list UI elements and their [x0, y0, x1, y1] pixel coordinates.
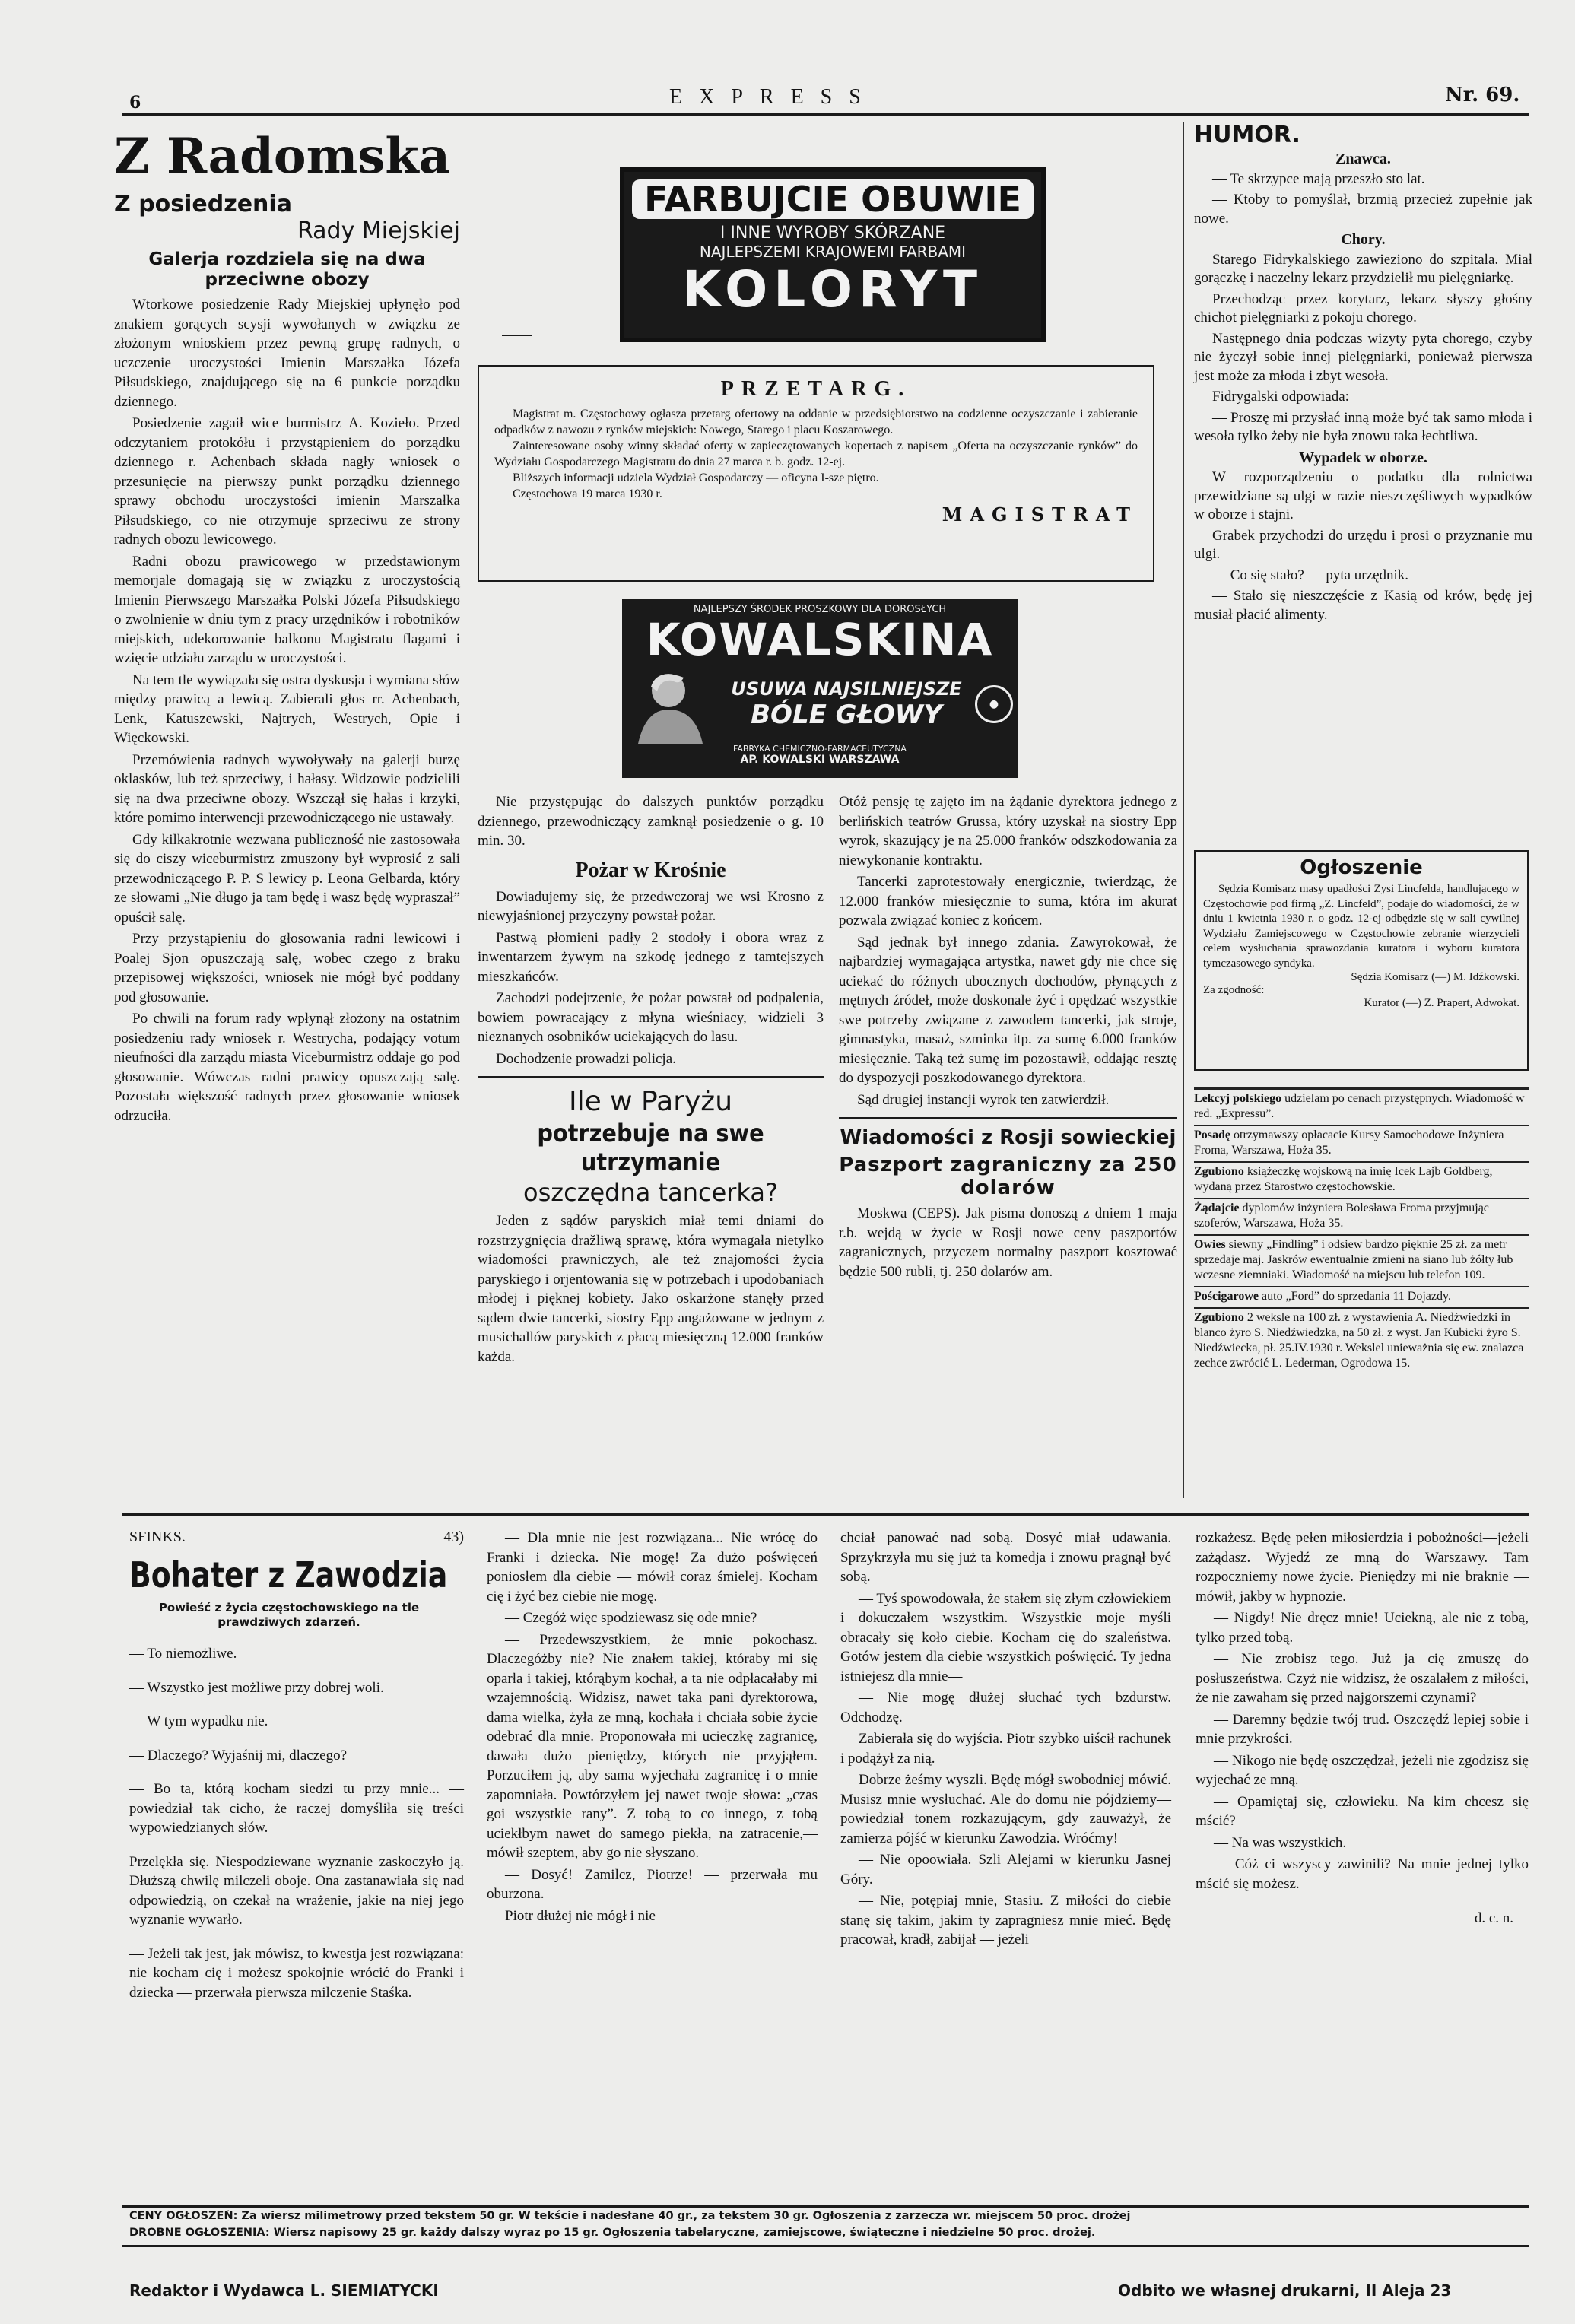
radomsko-closing: Nie przystępując do dalszych punktów porządku dziennego, przewodniczący zamknął posiedzenie o g. 10 min. 30.	[478, 794, 824, 849]
serial-paragraph: — Bo ta, którą kocham siedzi tu przy mnie... — powiedział tak cicho, że raczej domyśliła się treści wypowiedzianych słów.	[129, 1781, 464, 1836]
small-ad	[1194, 1286, 1529, 1307]
small-ad-lead: Pościgarowe	[1194, 1290, 1259, 1303]
radomsko-paragraph: Radni obozu prawicowego w przedstawionym memorjale domagają się w związku z uroczystością Imienin Pierwszego Marszałka Polski Józefa Piłsudskiego o zwolnienie w dniu tym z pracy urzędników i robotników miejskich, udekorowanie balkonu Magistratu flagami i wzięcie udziału zarządu w uroczystości.	[114, 553, 460, 666]
small-ad-text: siewny „Findling” i odsiew bardzo pięknie 25 zł. za metr sprzedaje maj. Jaskrów ewentualnie zmieni na siano lub żółty łub wczesne ziemniaki. Wiadomość na miejscu lub telefon 109.	[1194, 1238, 1513, 1281]
small-ad-lead: Żądajcie	[1194, 1202, 1240, 1214]
small-ads	[1194, 1087, 1529, 1374]
przetarg-title: PRZETARG.	[720, 377, 912, 401]
ogloszenie-box	[1194, 850, 1529, 1071]
serial-col-1	[129, 1529, 464, 2017]
small-ad-lead: Posadę	[1194, 1129, 1230, 1141]
ogloszenie-text: Sędzia Komisarz masy upadłości Zysi Lincfelda, handlującego w Częstochowie pod firmą „Z. Lincfeld”, podaje do wiadomości, że w dniu 1 kwietnia 1930 r. o godz. 12-ej odbędzie się w sali cywilnej Wydziału Zamiejscowego w Częstochowie zebranie wierzycieli celem wysłuchania sprawozdania kuratora i wyboru kuratora tymczasowego syndyka.	[1203, 883, 1519, 970]
ogloszenie-sign-1: Sędzia Komisarz (—) M. Idźkowski.	[1351, 971, 1519, 983]
radomsko-paragraph: Przy przystąpieniu do głosowania radni lewicowi i Poalej Sjon opuszczają salę, wobec czego z braku przepisowej większości, wniosek nie mógł być poddany pod głosowanie.	[114, 931, 460, 1005]
serial-paragraph: — Wszystko jest możliwe przy dobrej woli.	[129, 1679, 384, 1696]
section-rule	[839, 1117, 1177, 1119]
section-rule	[478, 1076, 824, 1078]
paryz-body-cont	[839, 792, 1177, 1110]
ogloszenie-sign-2: Za zgodność:	[1203, 984, 1265, 996]
serial-col-4	[1196, 1529, 1529, 1929]
small-ad	[1194, 1087, 1529, 1125]
serial-paragraph: — Nikogo nie będę oszczędzał, jeżeli nie zgodzisz się wyjechać ze mną.	[1196, 1752, 1529, 1788]
humor-paragraph: Starego Fidrykalskiego zawieziono do szpitala. Miał gorączkę i naczelny lekarz przydzielił mu pielęgniarkę.	[1194, 251, 1532, 286]
serial-sign: d. c. n.	[1474, 1910, 1513, 1926]
small-ad	[1194, 1234, 1529, 1286]
humor-story-title: Wypadek w oborze.	[1299, 449, 1427, 466]
ad-kowalskina	[622, 599, 1018, 778]
ad-kowalskina-factory: FABRYKA CHEMICZNO-FARMACEUTYCZNA	[733, 744, 907, 754]
serial-header	[129, 1529, 464, 1546]
radomsko-body	[114, 295, 460, 1125]
small-ad-lead: Zgubiono	[1194, 1165, 1244, 1178]
serial-paragraph: — Przedewszystkiem, że mnie pokochasz. Dlaczegóżby nie? Nie znałem takiej, któraby mi się oparła i takiej, którąbym kochał, a ta nie odpłacałaby mi wzajemnością. Widzisz, nawet taka pani dyrektorowa, dama wielka, żyła ze mną, kochała i chciała sobie życie odebrać dla mnie. Proponowała mi ucieczkę zagranicę, dawała dużo pieniędzy, których nie przyjąłem. Porzuciłem ją, aby sama wyjechała zagranicę i o mnie zapomniała. Powtórzyłem jej nawet twoje słowa: „czas goi wszystkie rany”. Z tobą to co innego, z tobą uciekłbym nawet do samego piekła, na zatracenie,— mówił szeptem, aby go nie słyszano.	[487, 1631, 818, 1861]
ad-koloryt-line2: I INNE WYROBY SKÓRZANE	[719, 224, 946, 243]
serial-paragraph: — Czegóż więc spodziewasz się ode mnie?	[505, 1610, 757, 1626]
vertical-divider	[1183, 122, 1184, 1498]
humor-paragraph: Fidrygalski odpowiada:	[1212, 389, 1349, 405]
center-left-column	[478, 792, 824, 1369]
rosja-body	[839, 1204, 1177, 1281]
paryz-title-3: oszczędna tancerka?	[523, 1178, 778, 1207]
humor-paragraph: Następnego dnia podczas wizyty pyta chorego, czyby nie życzył sobie innej pielęgniarki, ponieważ pierwsza jest może za młoda i zbyt wesoła.	[1194, 330, 1532, 384]
serial-paragraph: — Tyś spowodowała, że stałem się złym człowiekiem i dokuczałem wszystkim. Wszystkie moje myśli obracały się koło ciebie. Kocham cię do szaleństwa. Gotów jestem dla ciebie wszystkich poświęcić. Ty jedna istniejesz dla mnie—	[840, 1590, 1171, 1684]
przetarg-sign: MAGISTRAT	[942, 503, 1138, 525]
paryz-paragraph: Jeden z sądów paryskich miał temi dniami do rozstrzygnięcia dražliwą sprawę, która wymagała nietylko wiadomości prawniczych, ale też znajomości życia paryskiego i orjentowania się w potrzebach i upodobaniach młodej i pięknej kobiety. Jako oskarżone stanęły przed sądem dwie tancerki, siostry Epp angażowane w jednym z musichallów paryskich z płacą miesięczną 12.000 franków każda.	[478, 1213, 824, 1365]
small-ad-lead: Lekcyj polskiego	[1194, 1092, 1282, 1105]
small-ad	[1194, 1307, 1529, 1374]
small-ad-text: dyplomów inżyniera Bolesława Froma przyjmując szoferów, Warszawa, Hoża 35.	[1194, 1202, 1489, 1230]
serial-paragraph: — Jeżeli tak jest, jak mówisz, to kwestja jest rozwiązana: nie kocham cię i możesz spokojnie wrócić do Franki i dziecka — przerwała pierwsza milczenie Staśka.	[129, 1945, 464, 2001]
ad-koloryt-headline: FARBUJCIE OBUWIE	[632, 179, 1034, 219]
radomsko-column	[114, 122, 460, 1128]
issue-number: Nr. 69.	[1445, 84, 1520, 106]
humor-paragraph: W rozporządzeniu o podatku dla rolnictwa przewidziane są ulgi w razie nieszczęśliwych wypadków w oborze i stajni.	[1194, 469, 1532, 522]
ad-koloryt-brand: KOLORYT	[681, 260, 984, 319]
ad-koloryt	[620, 167, 1046, 342]
small-ad	[1194, 1198, 1529, 1234]
serial-paragraph: Przelękła się. Niespodziewane wyznanie zaskoczyło ją. Dłuższą chwilę milczeli oboje. Ona zastanawiała się nad odpowiedzią, on czekał na wrażenie, jakie na niej jego wyznanie wywarło.	[129, 1853, 464, 1928]
paryz-paragraph: Sąd jednak był innego zdania. Zawyrokował, że najbardziej wymagająca artystka, nawet gdy nie chce się uciekać do różnych ubocznych dochodów, płynących z mętnych źródeł, może doskonale żyć i opędzać wszystkie swe potrzeby związane z zawodem tancerki, jak stroje, gimnastyka, masaż, szminka itp. za sumę 6.000 franków miesięcznie. Taką też sumę im pozostawił, oddając resztę do dyspozycji poszkodowanego dyrektora.	[839, 934, 1177, 1086]
humor-title: HUMOR.	[1194, 122, 1300, 148]
serial-paragraph: — Na was wszystkich.	[1214, 1834, 1347, 1851]
paryz-title-2: potrzebuje na swe utrzymanie	[537, 1119, 764, 1176]
small-ad-lead: Owies	[1194, 1238, 1226, 1251]
humor-paragraph: — Co się stało? — pyta urzędnik.	[1212, 567, 1409, 583]
przetarg-text-1: Magistrat m. Częstochowy ogłasza przetarg ofertowy na oddanie w przedsiębiorstwo na codzienne oczyszczanie i zabieranie odpadków z nawozu z rynków miejskich: Nowego, Starego i placu Koszarowego.	[494, 408, 1138, 437]
humor-paragraph: Przechodząc przez korytarz, lekarz słyszy głośny chichot pielęgniarki z pokoju chorego.	[1194, 290, 1532, 325]
przetarg-box	[478, 365, 1154, 582]
ad-kowalskina-line2: BÓLE GŁOWY	[751, 699, 942, 730]
ad-kowalskina-body	[627, 664, 1013, 744]
small-ad-text: udzielam po cenach przystępnych. Wiadomość w red. „Expressu”.	[1194, 1092, 1525, 1120]
ad-koloryt-line3: NAJLEPSZEMI KRAJOWEMI FARBAMI	[699, 243, 967, 261]
serial-paragraph: — Dlaczego? Wyjaśnij mi, dlaczego?	[129, 1747, 348, 1764]
masthead: EXPRESS	[669, 85, 878, 109]
serial-paragraph: — W tym wypadku nie.	[129, 1713, 268, 1729]
rosja-paragraph: Moskwa (CEPS). Jak pisma donoszą z dniem 1 maja r.b. wejdą w życie w Rosji nowe ceny paszportów zagranicznych, przyczem normalny paszport kosztować będzie 500 rubli, tj. 250 dolarów am.	[839, 1205, 1177, 1280]
radomsko-paragraph: Gdy kilkakrotnie wezwana publiczność nie zastosowała się do ciszy wiceburmistrz zmuszony był wyprosić z sali przewodniczącego P. P. S lewicy p. Leona Gelbarda, który ze słowami „Nie długo ja tam będę i wasz będę wypraszał” opuścił salę.	[114, 831, 460, 925]
serial-paragraph: Piotr dłużej nie mógł i nie	[505, 1907, 656, 1924]
footer-prices-2: DROBNE OGŁOSZENIA: Wiersz napisowy 25 gr. każdy dalszy wyraz po 15 gr. Ogłoszenia tabelaryczne, zamiejscowe, świąteczne i niedzielne 50 proc. drożej.	[129, 2227, 1096, 2239]
ogloszenie-title: Ogłoszenie	[1300, 856, 1423, 879]
serial-paragraph: — Opamiętaj się, człowieku. Na kim chcesz się mścić?	[1196, 1793, 1529, 1829]
ad-kowalskina-maker: AP. KOWALSKI WARSZAWA	[740, 754, 900, 766]
paryz-body	[478, 1211, 824, 1367]
small-dash	[502, 335, 532, 336]
ad-kowalskina-brand: KOWALSKINA	[646, 614, 994, 665]
serial-paragraph: — Nigdy! Nie dręcz mnie! Uciekną, ale nie z tobą, tylko przed tobą.	[1196, 1610, 1529, 1646]
radomsko-subtitle-1: Z posiedzenia	[114, 191, 292, 217]
rosja-title: Wiadomości z Rosji sowieckiej	[840, 1126, 1176, 1149]
serial-subtitle: Powieść z życia częstochowskiego na tle prawdziwych zdarzeń.	[158, 1601, 420, 1629]
footer-editor: Redaktor i Wydawca L. SIEMIATYCKI	[129, 2281, 439, 2300]
woman-illustration-icon	[627, 664, 718, 744]
paryz-paragraph: Otóż pensję tę zajęto im na żądanie dyrektora jednego z berlińskich teatrów Grussa, który uzyskał na siostry Epp wyrok, skazujący je na 25.000 franków odszkodowania za niewykonanie kontraktu.	[839, 794, 1177, 868]
przetarg-text	[494, 406, 1138, 502]
pozar-title: Pożar w Krośnie	[575, 858, 726, 882]
humor-paragraph: — Proszę mi przysłać inną może być tak samo młoda i wesoła tylko żeby nie była znowu taka łechtliwa.	[1194, 409, 1532, 444]
serial-body-1	[129, 1644, 464, 2002]
pozar-body	[478, 887, 824, 1069]
serial-episode: 43)	[443, 1529, 464, 1545]
serial-paragraph: — Nie opoowiała. Szli Alejami w kierunku Jasnej Góry.	[840, 1852, 1171, 1887]
serial-paragraph: — Nie zrobisz tego. Już ja cię zmuszę do posłuszeństwa. Czyż nie widzisz, że oszalałem z miłości, że nie zawaham się przed najgorszemi czynami?	[1196, 1651, 1529, 1706]
small-ad-lead: Zgubiono	[1194, 1311, 1244, 1324]
radomsko-subtitle-2: Rady Miejskiej	[297, 217, 460, 244]
serial-paragraph: Zabierała się do wyjścia. Piotr szybko uiścił rachunek i podążył za nią.	[840, 1731, 1171, 1767]
serial-paragraph: — Dosyć! Zamilcz, Piotrze! — przerwała mu oburzona.	[487, 1866, 818, 1902]
humor-column	[1194, 122, 1532, 627]
ad-kowalskina-line1: USUWA NAJSILNIEJSZE	[731, 678, 962, 700]
serial-series: SFINKS.	[129, 1529, 186, 1545]
humor-paragraph: — Te skrzypce mają przeszło sto lat.	[1212, 170, 1425, 187]
serial-col-3	[840, 1529, 1171, 1952]
small-ad	[1194, 1161, 1529, 1198]
paryz-title-1: Ile w Paryżu	[568, 1086, 733, 1117]
radomsko-subtitle-3: Galerja rozdziela się na dwa przeciwne obozy	[148, 249, 426, 290]
humor-paragraph: — Stało się nieszczęście z Kasią od krów, będę jej musiał płacić alimenty.	[1194, 588, 1532, 623]
humor-paragraph: — Ktoby to pomyślał, brzmią przecież zupełnie jak nowe.	[1194, 192, 1532, 227]
paryz-paragraph: Tancerki zaprotestowały energicznie, twierdząc, że 12.000 franków miesięcznie to suma, która im akurat pozwala związać koniec z końcem.	[839, 874, 1177, 929]
small-ad	[1194, 1125, 1529, 1161]
serial-paragraph: — Nie mogę dłużej słuchać tych bzdurstw. Odchodzę.	[840, 1690, 1171, 1726]
radomsko-paragraph: Na tem tle wywiązała się ostra dyskusja i wymiana słów między prawicą a lewicą. Zabierali głos rr. Achenbach, Lenk, Katuszewski, Najtrych, Westrych, Opie i Więckowski.	[114, 671, 460, 746]
serial-paragraph: — Nie, potępiaj mnie, Stasiu. Z miłości do ciebie stanę się takim, jakim ty zapragniesz mnie mieć. Będę pracował, kradł, zabijał — jeżeli	[840, 1893, 1171, 1948]
ad-kowalskina-top: NAJLEPSZY ŚRODEK PROSZKOWY DLA DOROSŁYCH	[693, 604, 947, 615]
serial-paragraph: — Cóż ci wszyscy zawinili? Na mnie jednej tylko mścić się możesz.	[1196, 1856, 1529, 1892]
serial-col-2	[487, 1529, 818, 1928]
ad-kowalskina-seal-icon: ●	[975, 685, 1013, 723]
humor-story-title: Chory.	[1341, 231, 1386, 248]
small-ad-text: 2 weksle na 100 zł. z wystawienia A. Niedźwiedzki in blanco żyro S. Niedźwiedzka, na 50 zł. z wyst. Jan Kubicki żyro S. Niedźwiecka, pł. 25.IV.1930 r. Wekslel unieważnia się ew. znalazca zechce zwrócić L. Lederman, Ogrodowa 15.	[1194, 1311, 1524, 1370]
small-ad-text: książeczkę wojskową na imię Icek Lajb Goldberg, wydaną przez Starostwo częstochowskie.	[1194, 1165, 1493, 1193]
radomsko-paragraph: Posiedzenie zagaił wice burmistrz A. Kozieło. Przed odczytaniem protokółu i przystąpieniem do porządku dziennego r. Achenbach składa nagły wniosek o przesunięcie na pierwszy punkt porządku dziennego sprawy obchodu uroczystości imienin Marszałka Piłsudskiego, co nie otrzymuje sprzeciwu ze strony radnych obozu lewicowego.	[114, 415, 460, 548]
serial-paragraph: rozkażesz. Będę pełen miłosierdzia i pobożności—jeżeli zażądasz. Wyjedź ze mną do Warszawy. Tam rozpoczniemy nowe życie. Pieniędzy mi nie braknie — mówił, jakby w hypnozie.	[1196, 1530, 1529, 1605]
radomsko-paragraph: Wtorkowe posiedzenie Rady Miejskiej upłynęło pod znakiem gorących scysji wywołanych w związku ze złożonym wnioskiem przez pewną grupę radnych, o uczczenie uroczystości Imienin Marszałka Józefa Piłsudskiego, znajdującego się na 6 punkcie porządku dziennego.	[114, 297, 460, 410]
ad-kowalskina-figure	[627, 664, 718, 744]
center-right-column	[839, 792, 1177, 1284]
pozar-paragraph: Pastwą płomieni padły 2 stodoły i obora wraz z inwentarzem żywym na szkodę jednego z tamtejszych mieszkańców.	[478, 929, 824, 985]
serial-paragraph: — Dla mnie nie jest rozwiązana... Nie wrócę do Franki i dziecka. Nie mogę! Za dużo poświęceń poniosłem dla ciebie — mówił coraz śmielej. Kocham cię i żyć bez ciebie nie mogę.	[487, 1530, 818, 1605]
serial-paragraph: — Daremny będzie twój trud. Oszczędź lepiej sobie i mnie przykrości.	[1196, 1711, 1529, 1747]
page-number: 6	[129, 93, 141, 113]
serial-paragraph: chciał panować nad sobą. Dosyć miał udawania. Sprzykrzyła mu się już ta komedja i znowu pragnął być sobą.	[840, 1530, 1171, 1585]
header-rule	[122, 113, 1529, 116]
ogloszenie-sign-3: Kurator (—) Z. Prapert, Adwokat.	[1364, 997, 1519, 1009]
footer-prices-1: CENY OGŁOSZEŃ: Za wiersz milimetrowy przed tekstem 50 gr. W tekście i nadesłane 40 gr., za tekstem 30 gr. Ogłoszenia z zarzecza wr. miejscem 50 proc. drożej	[129, 2210, 1131, 2222]
small-ad-text: otrzymawszy opłacacie Kursy Samochodowe Inżyniera Froma, Warszawa, Hoża 35.	[1194, 1129, 1504, 1157]
przetarg-text-3: Bliższych informacji udziela Wydział Gospodarczy — oficyna I-sze piętro.	[513, 471, 879, 484]
footer-printer: Odbito we własnej drukarni, II Aleja 23	[1118, 2281, 1452, 2300]
pozar-paragraph: Dochodzenie prowadzi policja.	[496, 1050, 676, 1067]
serial-paragraph: Dobrze żeśmy wyszli. Będę mógł swobodniej mówić. Musisz mnie wysłuchać. Ale do domu nie pójdziemy— powiedział tonem rozkazującym, gdy zauważył, że zamierza pójść w kierunku Zawodzia. Wróćmy!	[840, 1772, 1171, 1846]
serial-title: Bohater z Zawodzia	[129, 1554, 448, 1595]
przetarg-text-2: Zainteresowane osoby winny składać oferty w zapieczętowanych kopertach z napisem „Oferta na oczyszczanie rynków” do Wydziału Gospodarczego Magistratu do dnia 27 marca r. b. godz. 12-ej.	[494, 440, 1138, 468]
radomsko-paragraph: Przemówienia radnych wywoływały na galerji burzę oklasków, lub też sprzeciwy, i hałasy. Widzowie podzielili się na dwa przeciwne obozy. Wszczął się hałas i krzyki, które pomimo interwencji przewodniczącego nie ustawały.	[114, 751, 460, 826]
footer-rule-top	[122, 2205, 1529, 2208]
pozar-paragraph: Dowiadujemy się, że przedwczoraj we wsi Krosno z niewyjaśnionej przyczyny powstał pożar.	[478, 888, 824, 924]
serial-top-rule	[122, 1513, 1529, 1516]
rosja-subtitle: Paszport zagraniczny za 250 dolarów	[839, 1154, 1177, 1199]
przetarg-date: Częstochowa 19 marca 1930 r.	[513, 487, 662, 500]
footer-rule-bottom	[122, 2245, 1529, 2247]
paryz-paragraph: Sąd drugiej instancji wyrok ten zatwierdził.	[857, 1091, 1110, 1108]
radomsko-paragraph: Po chwili na forum rady wpłynął złożony na ostatnim posiedzeniu rady wniosek r. Westrycha, podający votum nieufności dla zarządu miasta Viceburmistrz oddaje go pod głosowanie. Wówczas radni prawicy opuszczają salę. Pozostała większość radnych przez głosowanie wniosek odrzuciła.	[114, 1011, 460, 1124]
radomsko-title: Z Radomska	[114, 128, 451, 185]
small-ad-text: auto „Ford” do sprzedania 11 Dojazdy.	[1262, 1290, 1451, 1303]
pozar-paragraph: Zachodzi podejrzenie, że pożar powstał od podpalenia, bowiem powracający z młyna wieśniacy, widzieli 3 nieznanych osobników uciekających do lasu.	[478, 990, 824, 1045]
serial-paragraph: — To niemożliwe.	[129, 1646, 237, 1662]
humor-story-title: Znawca.	[1335, 151, 1391, 167]
humor-body	[1194, 150, 1532, 624]
humor-paragraph: Grabek przychodzi do urzędu i prosi o przyznanie mu ulgi.	[1194, 527, 1532, 562]
